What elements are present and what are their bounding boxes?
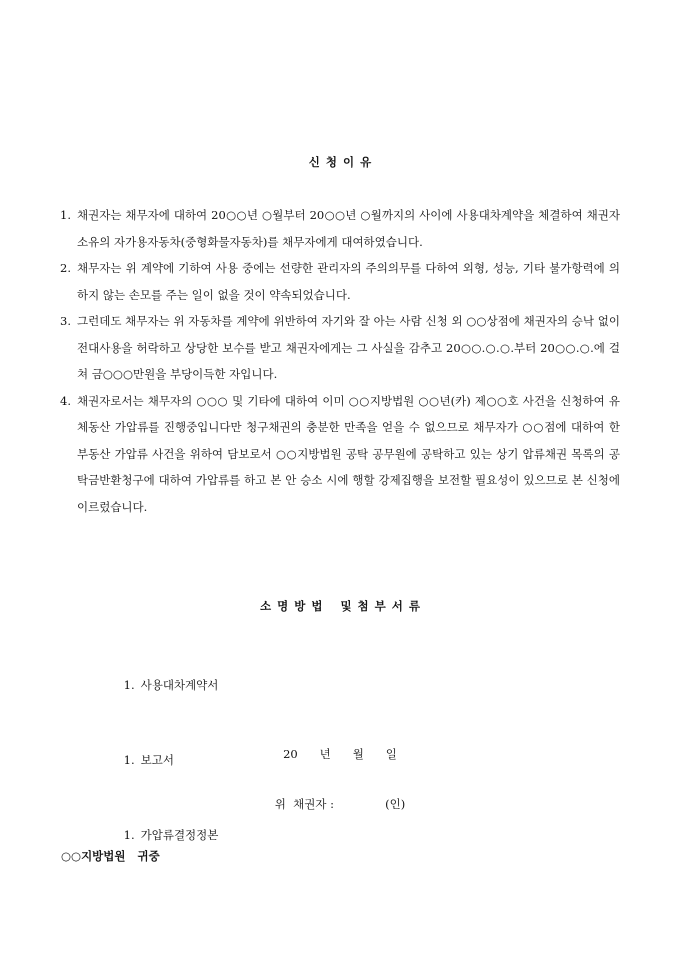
attachment-label: 가압류결정정본 [140, 828, 219, 842]
reason-item [60, 388, 620, 521]
attachment-label: 사용대차계약서 [140, 678, 219, 692]
attachment-label: 보고서 [140, 753, 174, 767]
documents-section-title: 소 명 방 법 및 첨 부 서 류 [259, 599, 421, 613]
reason-item-number: 4. [60, 393, 71, 408]
reason-item-text: 채권자는 채무자에 대하여 20○○년 ○월부터 20○○년 ○월까지의 사이에 사용대차계약을 체결하여 채권자소유의 자가용자동차(중형화물자동차)를 채무자에게 대여하였습니다. [77, 208, 620, 249]
reason-item-number: 3. [60, 314, 71, 328]
creditor-signature-line: 위 채권자 : (인) [274, 797, 406, 811]
attachment-number: 1. [123, 678, 135, 692]
reason-item [60, 308, 620, 388]
reason-list [60, 202, 620, 520]
reason-item-text: 그런데도 채무자는 위 자동차를 계약에 위반하여 자기와 잘 아는 사람 신청 외 ○○상점에 채권자의 승낙 없이 전대사용을 허락하고 상당한 보수를 받고 채권자에게는 그 사실을 감추고 20○○.○.○.부터 20○○.○.에 걸쳐 금○○○만원을 부당이득한 자입니다. [77, 314, 620, 381]
reason-item-text: 채무자는 위 계약에 기하여 사용 중에는 선량한 관리자의 주의의무를 다하여 외형, 성능, 기타 불가항력에 의하지 않는 손모를 주는 일이 없을 것이 약속되었습니다. [77, 261, 620, 302]
reason-item-number: 2. [60, 261, 71, 275]
attachment-number: 1. [123, 828, 135, 842]
attachment-item [109, 648, 218, 723]
date-line: 20 년 월 일 [283, 747, 397, 761]
attachment-number: 1. [123, 753, 135, 767]
reason-section-title: 신 청 이 유 [308, 155, 372, 169]
reason-item [60, 255, 620, 308]
court-addressee: ○○지방법원 귀중 [61, 849, 160, 863]
reason-item [60, 202, 620, 255]
reason-item-text: 채권자로서는 채무자의 ○○○ 및 기타에 대하여 이미 ○○지방법원 ○○년(카) 제○○호 사건을 신청하여 유체동산 가압류를 진행중입니다만 청구채권의 충분한 만족을 얻을 수 없으므로 채무자가 ○○점에 대하여 한 부동산 가압류 사건을 위하여 담보로서 ○○지방법원 공탁 공무원에 공탁하고 있는 상기 압류채권 목록의 공탁금반환청구에 대하여 가압류를 하고 본 안 승소 시에 행할 강제집행을 보전할 필요성이 있으므로 본 신청에 이르렀습니다. [77, 393, 620, 514]
reason-item-number: 1. [60, 208, 71, 222]
